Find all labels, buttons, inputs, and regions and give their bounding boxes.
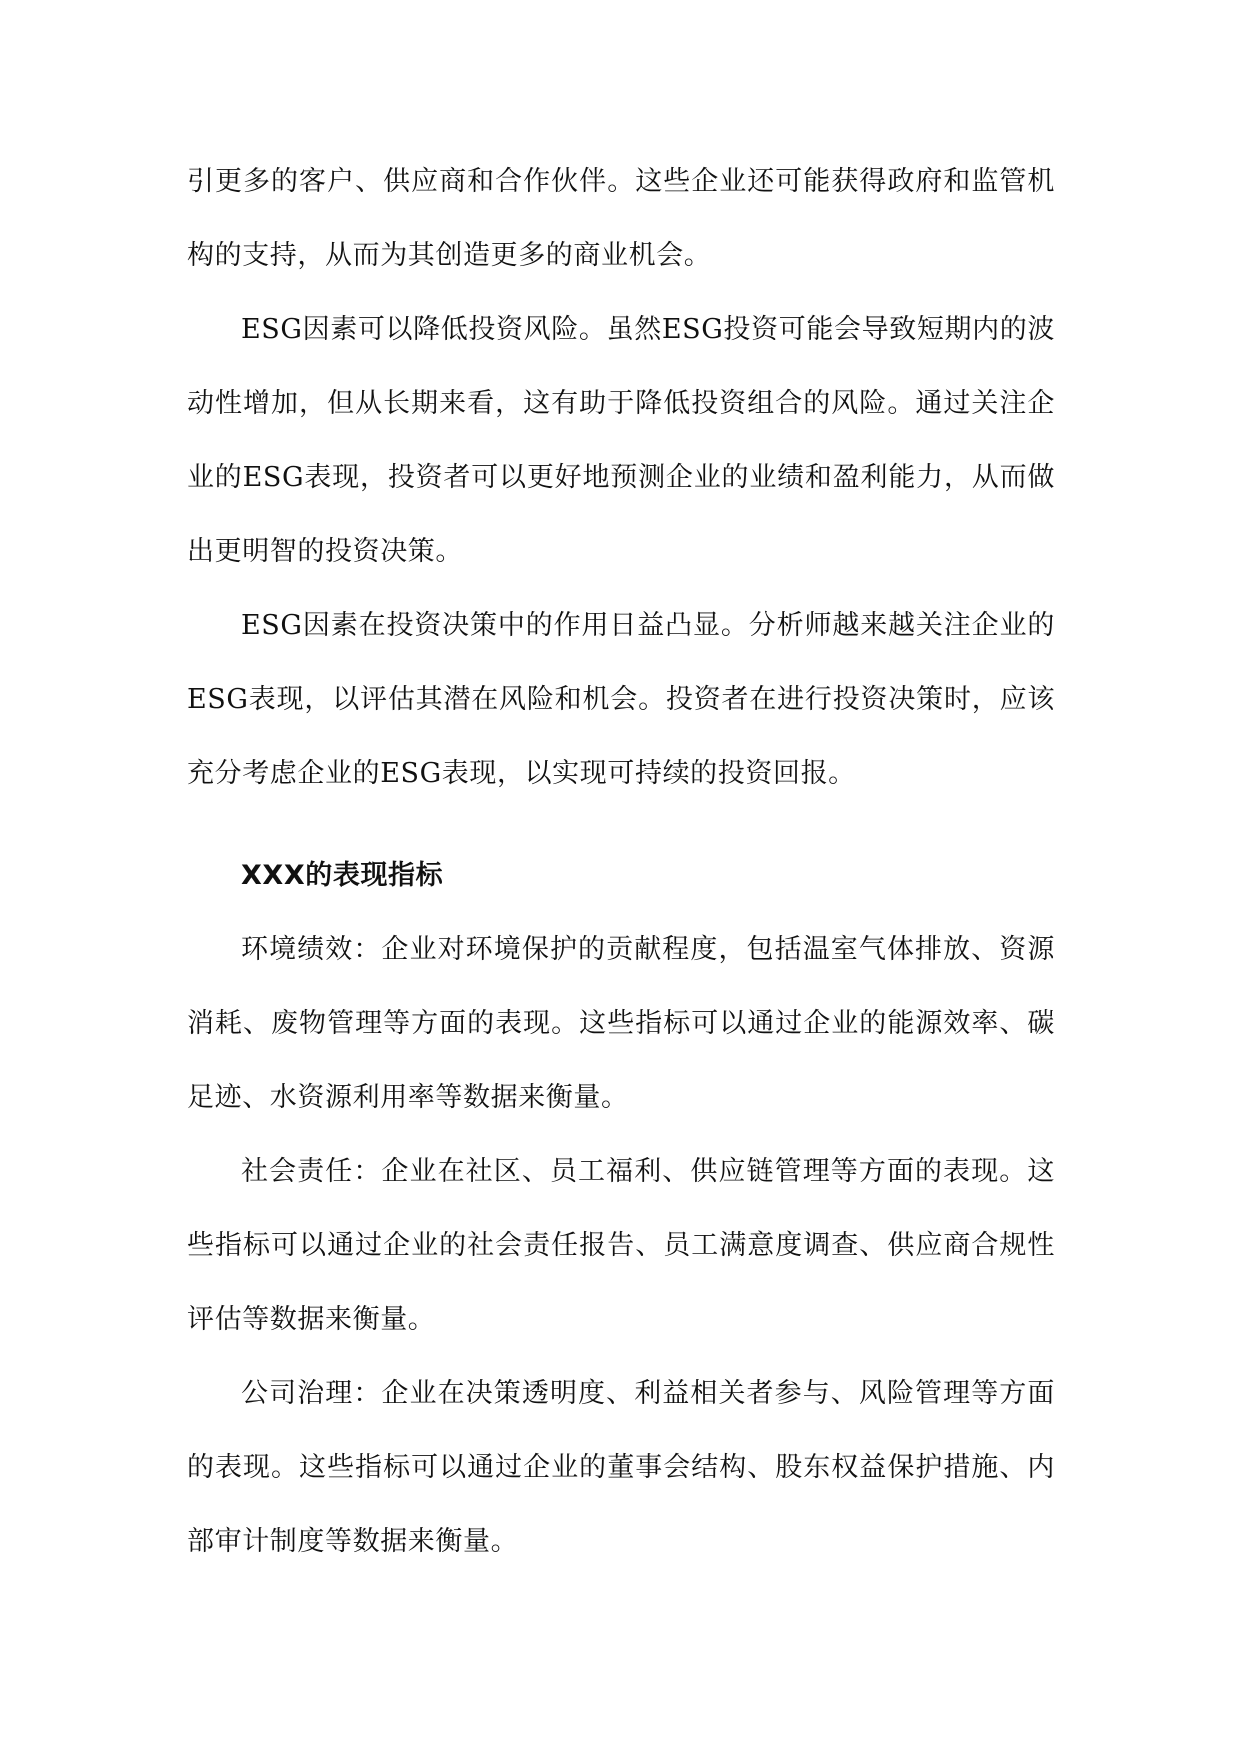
- document-body: [187, 145, 1055, 1579]
- paragraph-continuation: 引更多的客户、供应商和合作伙伴。这些企业还可能获得政府和监管机构的支持，从而为其创造更多的商业机会。: [187, 166, 1055, 271]
- paragraph-governance: 公司治理：企业在决策透明度、利益相关者参与、风险管理等方面的表现。这些指标可以通过企业的董事会结构、股东权益保护措施、内部审计制度等数据来衡量。: [187, 1378, 1055, 1557]
- paragraph-environment: 环境绩效：企业对环境保护的贡献程度，包括温室气体排放、资源消耗、废物管理等方面的表现。这些指标可以通过企业的能源效率、碳足迹、水资源利用率等数据来衡量。: [187, 934, 1055, 1113]
- paragraph-esg-decision: ESG因素在投资决策中的作用日益凸显。分析师越来越关注企业的ESG表现，以评估其潜在风险和机会。投资者在进行投资决策时，应该充分考虑企业的ESG表现，以实现可持续的投资回报。: [187, 610, 1055, 789]
- paragraph-esg-risk: ESG因素可以降低投资风险。虽然ESG投资可能会导致短期内的波动性增加，但从长期来看，这有助于降低投资组合的风险。通过关注企业的ESG表现，投资者可以更好地预测企业的业绩和盈利能力，从而做出更明智的投资决策。: [187, 314, 1055, 567]
- section-heading: XXX的表现指标: [241, 860, 444, 891]
- paragraph-social: 社会责任：企业在社区、员工福利、供应链管理等方面的表现。这些指标可以通过企业的社会责任报告、员工满意度调查、供应商合规性评估等数据来衡量。: [187, 1156, 1055, 1335]
